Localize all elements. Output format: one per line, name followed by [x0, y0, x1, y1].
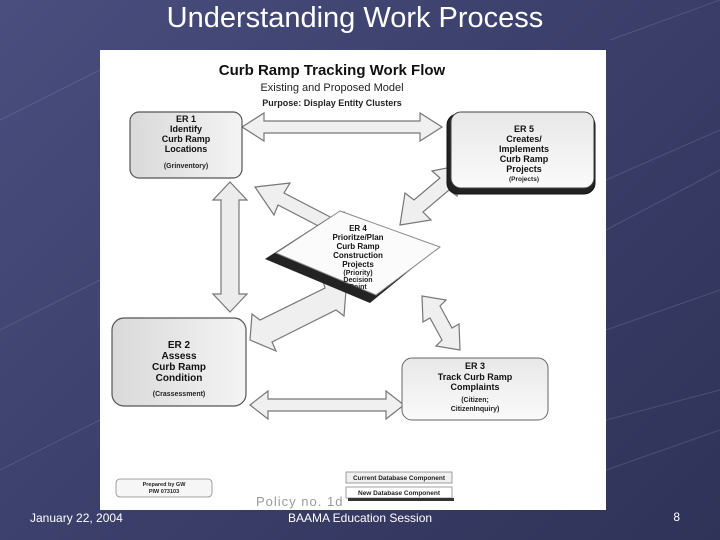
arrow-er1-er2	[213, 182, 247, 312]
er4-line8: Point	[349, 284, 367, 291]
er2-label: ER 2	[167, 340, 191, 351]
prepared-by-line2: PIW 073103	[148, 489, 180, 495]
er2-line3: Curb Ramp	[152, 362, 206, 373]
arrow-er4-er2	[250, 278, 346, 351]
er2-line4: Condition	[155, 373, 203, 384]
er4-line2: Prioritze/Plan	[332, 233, 384, 242]
er1-tag: (Grinventory)	[163, 163, 209, 170]
diagram-purpose: Purpose: Display Entity Clusters	[262, 98, 402, 108]
er2-box	[112, 318, 246, 406]
slide-title: Understanding Work Process	[166, 2, 544, 34]
er4-label: ER 4	[349, 224, 367, 233]
watermark-text: Policy no. 1d	[256, 494, 344, 509]
er4-line6: (Priority)	[343, 270, 373, 277]
er1-line3: Curb Ramp	[161, 134, 211, 144]
er3-box	[402, 358, 548, 420]
arrow-er2-er3	[250, 391, 404, 419]
er4-line4: Construction	[333, 251, 383, 260]
er5-label: ER 5	[513, 124, 535, 134]
diagram-panel	[100, 50, 606, 510]
er5-box	[447, 112, 595, 194]
er3-tag2: CitizenInquiry)	[450, 406, 500, 413]
er3-line3: Complaints	[450, 382, 500, 392]
er5-line5: Projects	[506, 164, 542, 174]
er1-label: ER 1	[175, 114, 197, 124]
er3-label: ER 3	[464, 361, 486, 371]
legend	[346, 472, 454, 501]
arrow-er4-er3	[422, 296, 460, 350]
work-flow-diagram	[100, 50, 606, 510]
er3-tag1: (Citizen;	[461, 397, 489, 404]
legend-new: New Database Component	[358, 490, 440, 497]
arrow-er1-er5	[242, 113, 442, 141]
er5-tag: (Projects)	[509, 176, 539, 183]
footer-date: January 22, 2004	[30, 511, 123, 525]
page-number: 8	[673, 510, 680, 524]
er1-box	[130, 112, 242, 178]
diagram-title: Curb Ramp Tracking Work Flow	[218, 62, 446, 79]
er1-line2: Identify	[169, 124, 203, 134]
er4-decision-point	[265, 211, 440, 303]
er5-line3: Implements	[498, 144, 550, 154]
er3-line2: Track Curb Ramp	[437, 372, 513, 382]
diagram-subtitle: Existing and Proposed Model	[260, 82, 404, 94]
footer-session: BAAMA Education Session	[287, 511, 433, 525]
er2-line2: Assess	[161, 351, 197, 362]
er4-line3: Curb Ramp	[336, 242, 380, 251]
prepared-by-box	[116, 479, 212, 497]
er4-line7: Decision	[343, 277, 373, 284]
er2-tag: (Crassessment)	[152, 391, 206, 398]
er5-line4: Curb Ramp	[499, 154, 549, 164]
er4-line5: Projects	[342, 260, 374, 269]
er1-line4: Locations	[164, 144, 208, 154]
er5-line2: Creates/	[506, 134, 542, 144]
legend-current: Current Database Component	[352, 475, 446, 482]
legend-new-shadow	[348, 498, 454, 501]
prepared-by-line1: Prepared by GW	[142, 482, 186, 488]
